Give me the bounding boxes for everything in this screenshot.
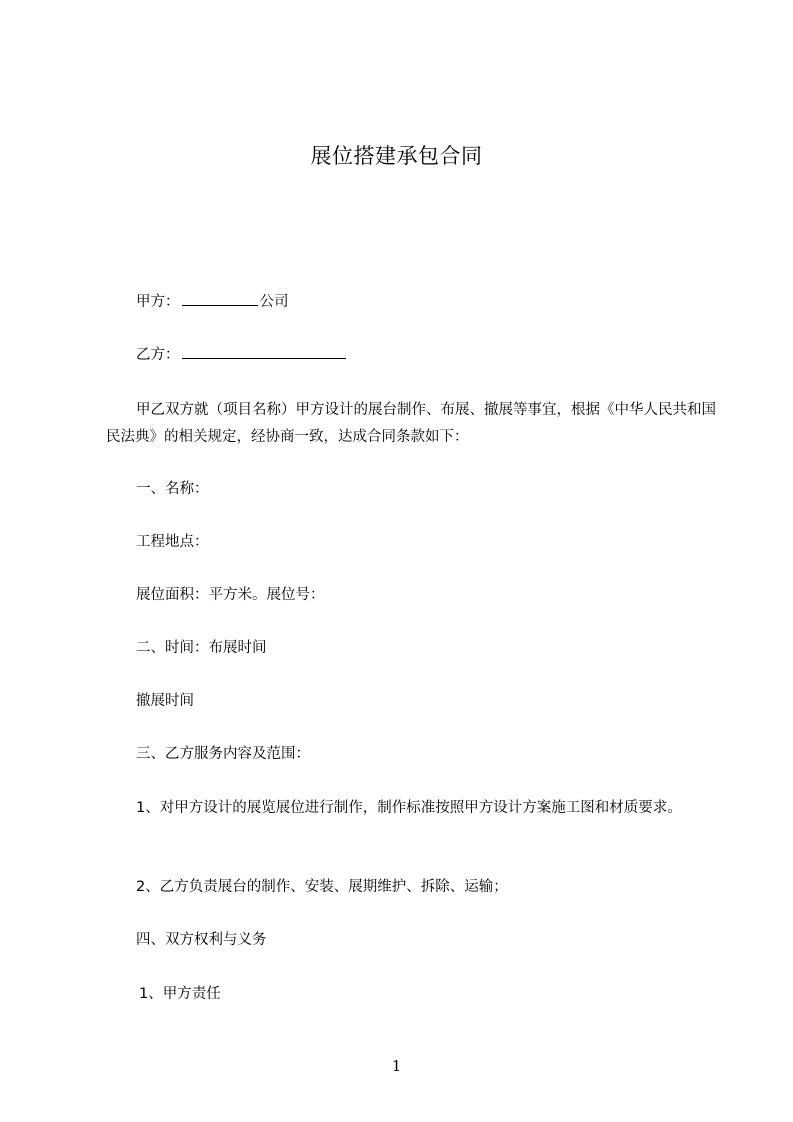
party-b-line xyxy=(136,344,348,365)
party-b-label: 乙方： xyxy=(136,347,180,363)
section-2-heading: 二、时间：布展时间 xyxy=(136,640,267,656)
party-a-label: 甲方： xyxy=(136,294,180,310)
party-a-suffix: 公司 xyxy=(259,294,289,310)
party-a-line xyxy=(136,291,289,312)
project-location: 工程地点： xyxy=(136,534,209,550)
section-3-item-1: 1、对甲方设计的展览展位进行制作，制作标准按照甲方设计方案施工图和材质要求。 xyxy=(136,800,682,816)
section-3-item-2: 2、乙方负责展台的制作、安装、展期维护、拆除、运输； xyxy=(136,879,508,895)
booth-area: 展位面积：平方米。展位号： xyxy=(136,587,325,603)
page-number: 1 xyxy=(391,1057,402,1075)
dismantle-time: 撤展时间 xyxy=(136,693,194,709)
section-4-heading: 四、双方权利与义务 xyxy=(136,932,267,948)
section-1-heading: 一、名称： xyxy=(136,481,209,497)
party-a-blank xyxy=(182,291,258,306)
section-3-heading: 三、乙方服务内容及范围： xyxy=(136,746,310,762)
party-b-blank xyxy=(182,344,346,359)
intro-paragraph: 甲乙双方就（项目名称）甲方设计的展台制作、布展、撤展等事宜，根据《中华人民共和国民法典》的相关规定，经协商一致，达成合同条款如下： xyxy=(106,402,716,445)
document-title: 展位搭建承包合同 xyxy=(310,144,483,168)
section-4-item-1: 1、甲方责任 xyxy=(139,986,221,1002)
